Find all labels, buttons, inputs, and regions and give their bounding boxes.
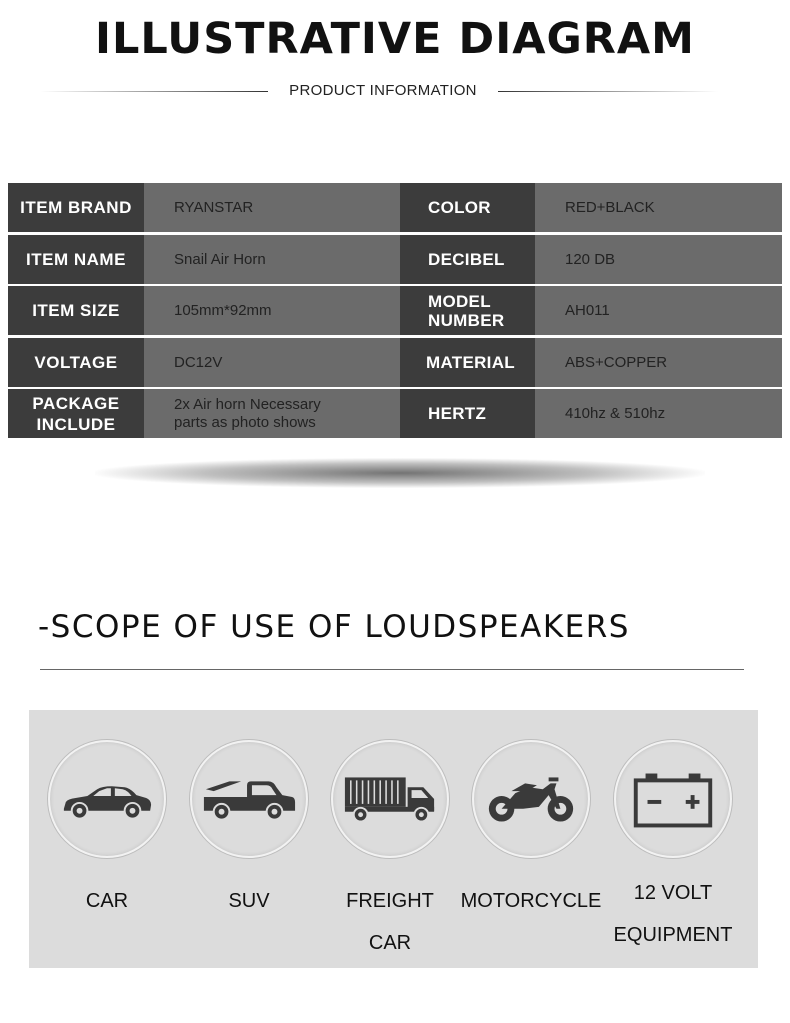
battery-icon bbox=[624, 764, 722, 834]
use-item-freight-car bbox=[320, 710, 460, 968]
freight-truck-icon bbox=[341, 764, 439, 834]
scope-divider bbox=[40, 669, 744, 670]
use-label: FREIGHT CAR bbox=[346, 890, 434, 954]
use-label: CAR bbox=[85, 890, 129, 912]
spec-label: ITEM SIZE bbox=[8, 286, 144, 335]
divider-right bbox=[498, 91, 718, 92]
use-item-suv bbox=[179, 710, 319, 968]
use-item-12-volt-equipment bbox=[603, 710, 743, 968]
icon-circle bbox=[331, 740, 449, 858]
spec-label: COLOR bbox=[400, 183, 535, 232]
spec-label: ITEM BRAND bbox=[8, 183, 144, 232]
spec-value: 410hz & 510hz bbox=[535, 389, 782, 438]
spec-label: MATERIAL bbox=[400, 338, 535, 387]
page-title: ILLUSTRATIVE DIAGRAM bbox=[95, 14, 695, 64]
car-icon bbox=[58, 764, 156, 834]
use-item-car bbox=[37, 710, 177, 968]
spec-value: 120 DB bbox=[535, 235, 782, 284]
use-item-motorcycle bbox=[461, 710, 601, 968]
spec-value: ABS+COPPER bbox=[535, 338, 782, 387]
spec-row bbox=[8, 286, 782, 335]
spec-label: DECIBEL bbox=[400, 235, 535, 284]
spec-label: VOLTAGE bbox=[8, 338, 144, 387]
icon-circle bbox=[190, 740, 308, 858]
table-shadow bbox=[95, 458, 705, 488]
motorcycle-icon bbox=[482, 764, 580, 834]
spec-value: DC12V bbox=[144, 338, 400, 387]
spec-value: Snail Air Horn bbox=[144, 235, 400, 284]
icon-circle bbox=[614, 740, 732, 858]
use-label: MOTORCYCLE bbox=[460, 890, 602, 912]
icon-circle bbox=[48, 740, 166, 858]
spec-row bbox=[8, 389, 782, 438]
scope-title: -SCOPE OF USE OF LOUDSPEAKERS bbox=[38, 609, 630, 645]
spec-label: ITEM NAME bbox=[8, 235, 144, 284]
spec-label: HERTZ bbox=[400, 389, 535, 438]
icon-circle bbox=[472, 740, 590, 858]
spec-value: RYANSTAR bbox=[144, 183, 400, 232]
spec-label: MODEL NUMBER bbox=[400, 286, 535, 335]
spec-value: RED+BLACK bbox=[535, 183, 782, 232]
pickup-truck-icon bbox=[200, 764, 298, 834]
section-subtitle: PRODUCT INFORMATION bbox=[289, 82, 477, 99]
use-label: SUV bbox=[228, 890, 270, 912]
spec-label: PACKAGE INCLUDE bbox=[8, 389, 144, 438]
spec-value: 2x Air horn Necessary parts as photo shows bbox=[144, 389, 400, 438]
spec-row bbox=[8, 338, 782, 387]
use-panel bbox=[29, 710, 758, 968]
spec-row bbox=[8, 235, 782, 284]
use-label: 12 VOLT EQUIPMENT bbox=[613, 882, 733, 946]
divider-left bbox=[40, 91, 268, 92]
spec-row bbox=[8, 183, 782, 232]
spec-value: 105mm*92mm bbox=[144, 286, 400, 335]
spec-value: AH011 bbox=[535, 286, 782, 335]
subtitle-bar bbox=[0, 80, 790, 102]
